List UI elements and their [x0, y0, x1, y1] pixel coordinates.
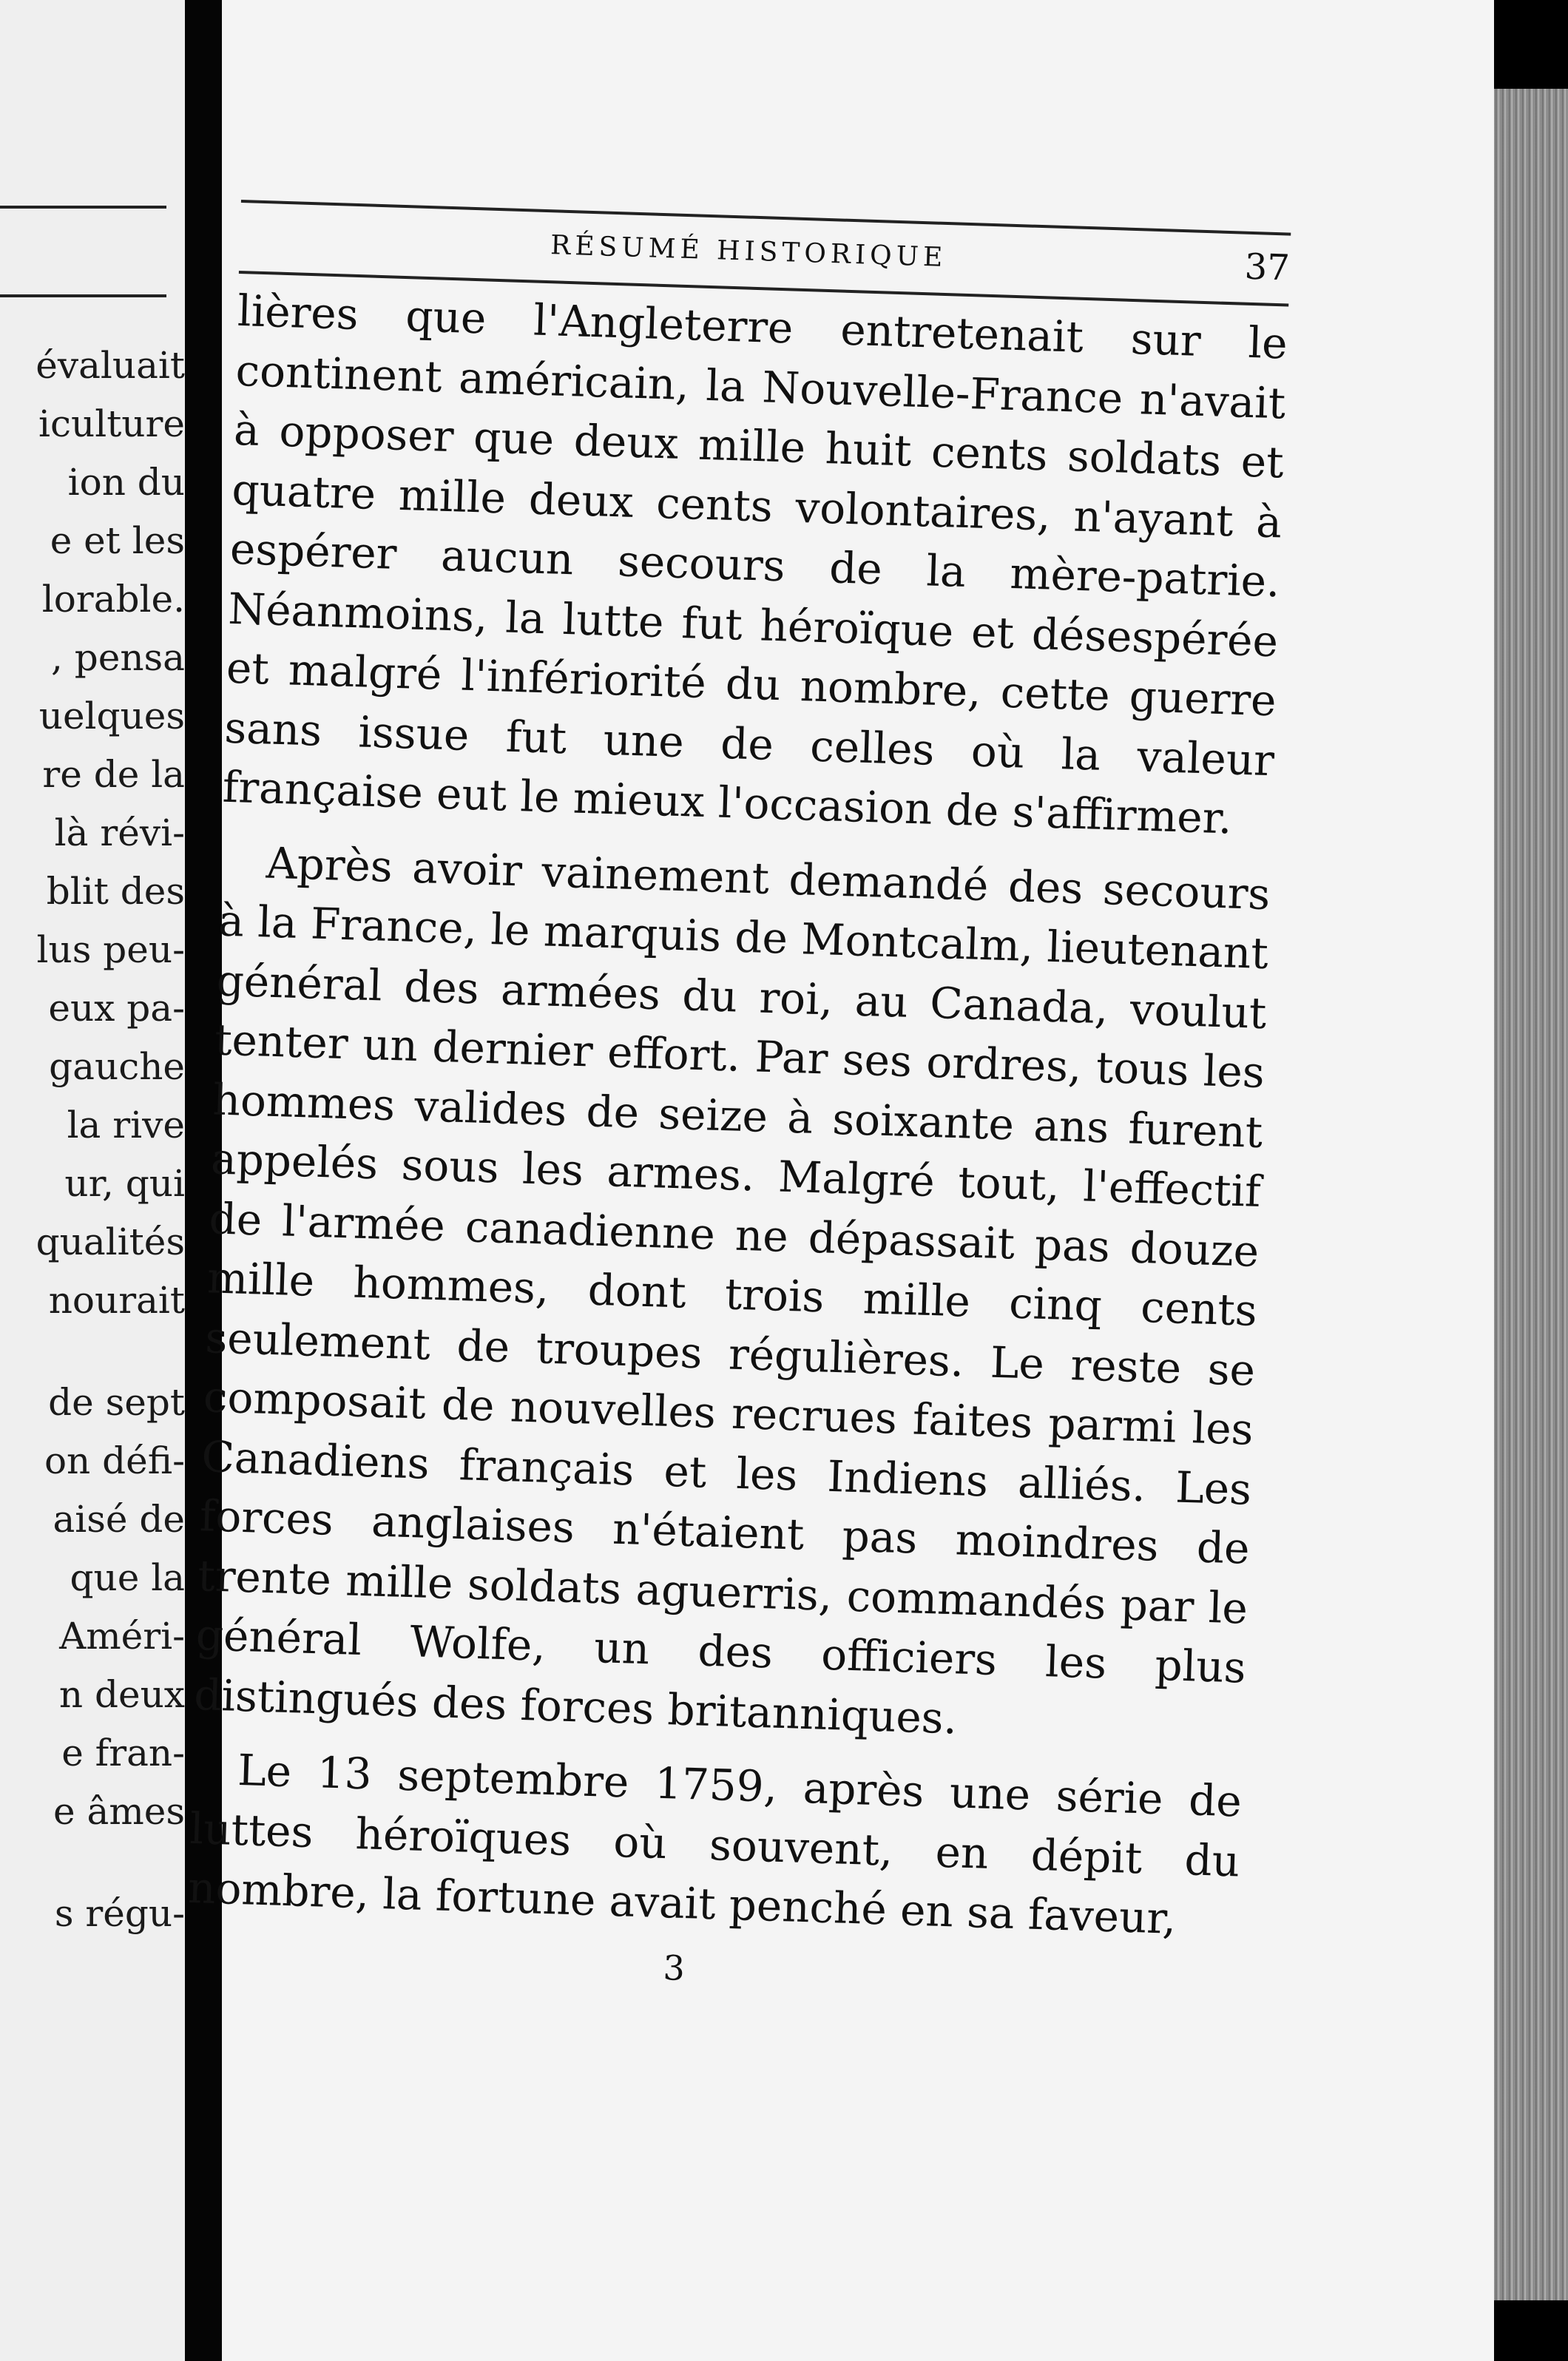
left-page-line: ion du: [67, 461, 185, 504]
left-page-header-rule-bottom: [0, 294, 166, 297]
page-number: 37: [1243, 246, 1291, 289]
right-page: [187, 0, 1494, 2361]
left-page-line: là révi-: [54, 811, 185, 854]
left-page-line: blit des: [46, 870, 185, 913]
left-page-line: nourait: [48, 1279, 185, 1322]
body-text: [187, 281, 1288, 1950]
running-head-title: RÉSUMÉ HISTORIQUE: [550, 230, 947, 274]
left-page-line: évaluait: [36, 344, 185, 387]
left-page-line: on défi-: [44, 1439, 185, 1482]
left-page-line: Améri-: [59, 1615, 185, 1658]
left-page-line: , pensa: [50, 636, 185, 679]
left-page-line: uelques: [38, 695, 185, 737]
left-page-line: gauche: [49, 1045, 185, 1088]
left-page-line: e et les: [50, 519, 185, 562]
paragraph: Après avoir vainement demandé des secours à la France, le marquis de Montcalm, lieutenant général des armées du roi, au Canada, voulut tenter un dernier effort. Par ses ordres, tous les hommes valides de seize à soixante ans furent appelés sous les armes. Malgré tout, l'effectif de l'armée canadienne ne dépassait pas douze mille hommes, dont trois mille cinq cents seulement de troupes régulières. Le reste se composait de nouvelles recrues faites parmi les Canadiens français et les Indiens alliés. Les forces anglaises n'étaient pas moindres de trente mille soldats aguerris, commandés par le général Wolfe, un des officiers les plus distingués des forces britanniques.: [193, 837, 1271, 1743]
left-page-header-rule-top: [0, 206, 166, 209]
left-page-line: e fran-: [61, 1732, 185, 1774]
left-page-line: [36, 1841, 185, 1885]
left-page-line: [36, 1330, 185, 1374]
left-page-line: la rive: [67, 1104, 185, 1146]
left-page-line: qualités: [36, 1220, 185, 1263]
left-page-line: que la: [70, 1556, 185, 1599]
left-page-line: de sept: [48, 1381, 185, 1424]
left-page-line: lus peu-: [36, 928, 185, 971]
page-edges: [1494, 89, 1568, 2300]
left-facing-page: [0, 0, 185, 2361]
left-page-text-fragments: [36, 337, 185, 1943]
left-page-line: s régu-: [54, 1892, 185, 1935]
left-page-line: ur, qui: [64, 1162, 185, 1205]
left-page-line: aisé de: [53, 1498, 185, 1541]
paragraph: Le 13 septembre 1759, après une série de luttes héroïques où souvent, en dépit du nombre, la fortune avait penché en sa faveur,: [187, 1744, 1243, 1944]
left-page-line: e âmes: [53, 1790, 185, 1833]
left-page-line: iculture: [38, 402, 185, 445]
page-text-block: [186, 200, 1291, 2005]
left-page-line: lorable.: [41, 578, 185, 621]
left-page-line: eux pa-: [48, 987, 185, 1030]
signature-mark: 3: [662, 1947, 686, 1988]
left-page-line: re de la: [42, 753, 185, 796]
left-page-line: n deux: [58, 1673, 185, 1716]
paragraph: lières que l'Angleterre entretenait sur le continent américain, la Nouvelle-France n'avait à opposer que deux mille huit cents soldats et quatre mille deux cents volontaires, n'ayant à espérer aucun secours de la mère-patrie. Néanmoins, la lutte fut héroïque et désespérée et malgré l'infériorité du nombre, cette guerre sans issue fut une de celles où la valeur française eut le mieux l'occasion de s'affirmer.: [221, 285, 1288, 844]
